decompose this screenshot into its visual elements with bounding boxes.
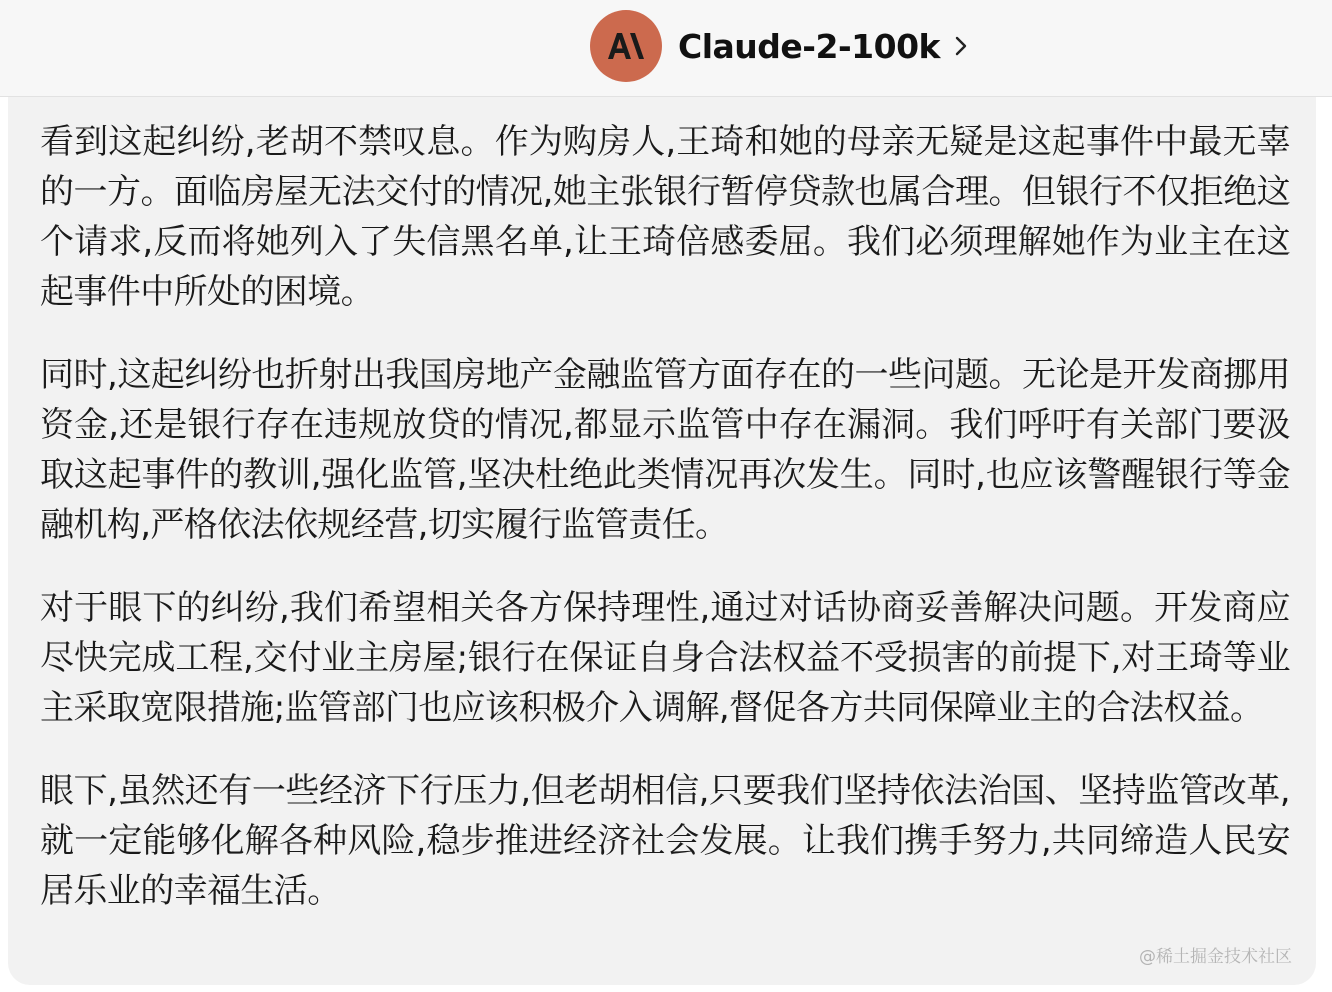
bot-name[interactable]: Claude-2-100k (678, 26, 940, 66)
avatar[interactable] (590, 10, 662, 82)
message-paragraph: 看到这起纠纷,老胡不禁叹息。作为购房人,王琦和她的母亲无疑是这起事件中最无辜的一方。面临房屋无法交付的情况,她主张银行暂停贷款也属合理。但银行不仅拒绝这个请求,反而将她列入了失信黑名单,让王琦倍感委屈。我们必须理解她作为业主在这起事件中所处的困境。 (40, 122, 1290, 312)
chat-header (0, 0, 1332, 97)
watermark: @稀土掘金技术社区 (1139, 947, 1292, 967)
bot-message-bubble (8, 97, 1316, 985)
bot-profile-link[interactable] (590, 10, 968, 82)
message-body (40, 117, 1290, 949)
anthropic-logo-icon (606, 32, 646, 60)
message-paragraph: 同时,这起纠纷也折射出我国房地产金融监管方面存在的一些问题。无论是开发商挪用资金,还是银行存在违规放贷的情况,都显示监管中存在漏洞。我们呼吁有关部门要汲取这起事件的教训,强化监管,坚决杜绝此类情况再次发生。同时,也应该警醒银行等金融机构,严格依法依规经营,切实履行监管责任。 (40, 355, 1290, 545)
message-paragraph: 对于眼下的纠纷,我们希望相关各方保持理性,通过对话协商妥善解决问题。开发商应尽快完成工程,交付业主房屋;银行在保证自身合法权益不受损害的前提下,对王琦等业主采取宽限措施;监管部门也应该积极介入调解,督促各方共同保障业主的合法权益。 (40, 588, 1290, 728)
message-paragraph: 眼下,虽然还有一些经济下行压力,但老胡相信,只要我们坚持依法治国、坚持监管改革,就一定能够化解各种风险,稳步推进经济社会发展。让我们携手努力,共同缔造人民安居乐业的幸福生活。 (40, 771, 1290, 911)
chevron-right-icon[interactable] (954, 35, 968, 57)
